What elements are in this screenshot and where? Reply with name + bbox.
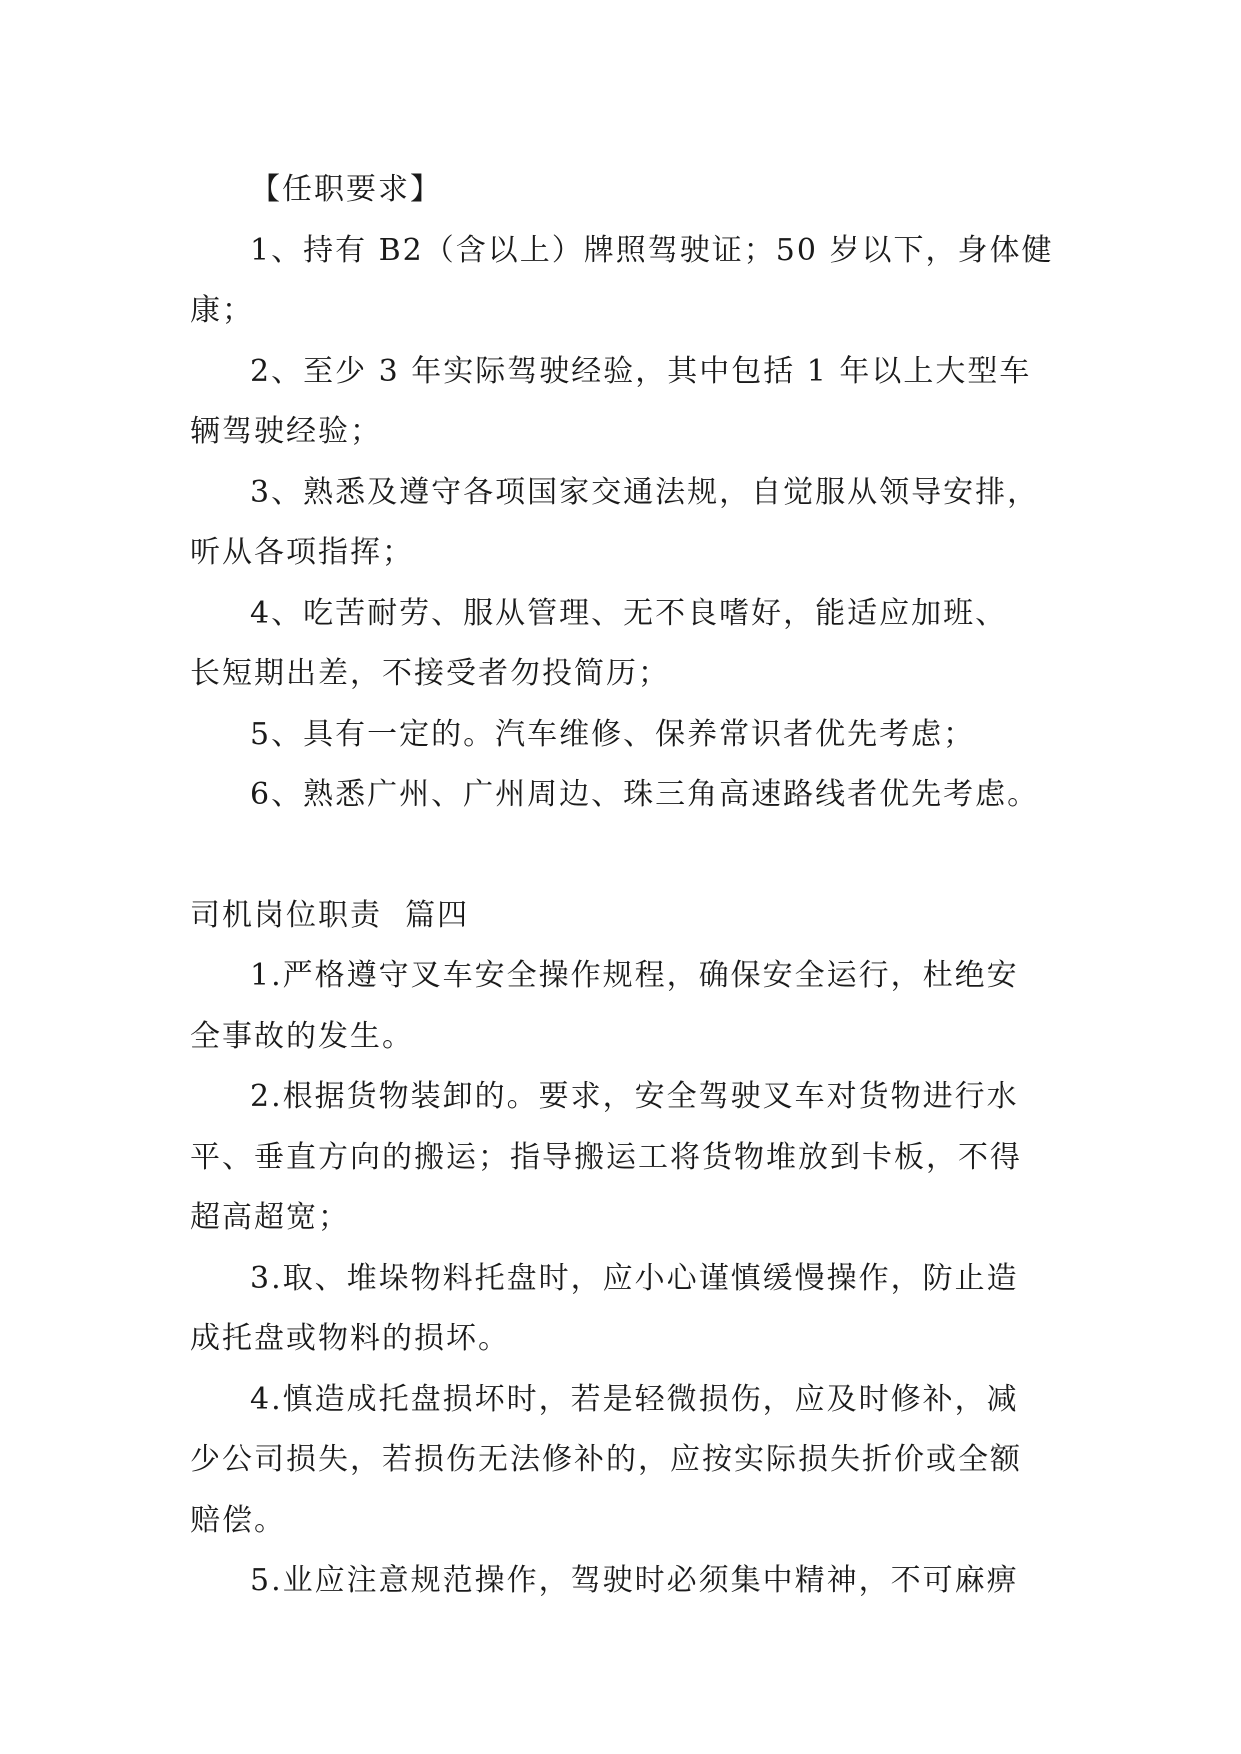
duty-item-2 bbox=[190, 1067, 1060, 1249]
requirement-line: 长短期出差，不接受者勿投简历； bbox=[190, 656, 670, 691]
duty-line: 3.取、堆垛物料托盘时，应小心谨慎缓慢操作，防止造 bbox=[250, 1260, 1019, 1296]
duty-item-4 bbox=[190, 1370, 1060, 1552]
requirement-item-6 bbox=[190, 765, 1060, 826]
requirement-line: 辆驾驶经验； bbox=[190, 414, 382, 449]
requirement-line: 6、熟悉广州、广州周边、珠三角高速路线者优先考虑。 bbox=[250, 777, 1040, 812]
requirement-item-1 bbox=[190, 221, 1060, 342]
requirement-item-2 bbox=[190, 342, 1060, 463]
requirements-heading: 【任职要求】 bbox=[250, 172, 442, 207]
duty-line: 成托盘或物料的损坏。 bbox=[190, 1321, 510, 1356]
requirement-item-3 bbox=[190, 463, 1060, 584]
section-title: 司机岗位职责 篇四 bbox=[190, 897, 470, 933]
requirement-item-4 bbox=[190, 584, 1060, 705]
requirement-line: 2、至少 3 年实际驾驶经验，其中包括 1 年以上大型车 bbox=[250, 353, 1032, 389]
duty-item-1 bbox=[190, 946, 1060, 1067]
duty-line: 赔偿。 bbox=[190, 1502, 286, 1538]
requirement-line: 5、具有一定的。汽车维修、保养常识者优先考虑； bbox=[250, 716, 976, 752]
duty-item-5 bbox=[190, 1551, 1060, 1612]
requirement-line: 听从各项指挥； bbox=[190, 535, 414, 570]
duty-line: 2.根据货物装卸的。要求，安全驾驶叉车对货物进行水 bbox=[250, 1079, 1019, 1114]
duty-line: 少公司损失，若损伤无法修补的，应按实际损失折价或全额 bbox=[190, 1442, 1022, 1477]
duty-line: 1.严格遵守叉车安全操作规程，确保安全运行，杜绝安 bbox=[250, 958, 1019, 993]
duty-line: 超高超宽； bbox=[190, 1200, 350, 1235]
duty-line: 4.慎造成托盘损坏时，若是轻微损伤，应及时修补，减 bbox=[250, 1381, 1019, 1417]
duty-line: 平、垂直方向的搬运；指导搬运工将货物堆放到卡板，不得 bbox=[190, 1139, 1022, 1175]
requirement-item-5 bbox=[190, 705, 1060, 766]
requirement-line: 康； bbox=[190, 293, 254, 328]
duty-item-3 bbox=[190, 1249, 1060, 1370]
requirement-line: 4、吃苦耐劳、服从管理、无不良嗜好，能适应加班、 bbox=[250, 595, 1008, 631]
duty-line: 5.业应注意规范操作，驾驶时必须集中精神，不可麻痹 bbox=[250, 1563, 1019, 1598]
document-page bbox=[190, 160, 1060, 1612]
requirement-line: 3、熟悉及遵守各项国家交通法规，自觉服从领导安排， bbox=[250, 474, 1040, 510]
section-gap bbox=[190, 826, 1060, 886]
requirement-line: 1、持有 B2（含以上）牌照驾驶证；50 岁以下，身体健 bbox=[250, 232, 1054, 268]
duty-line: 全事故的发生。 bbox=[190, 1018, 414, 1054]
